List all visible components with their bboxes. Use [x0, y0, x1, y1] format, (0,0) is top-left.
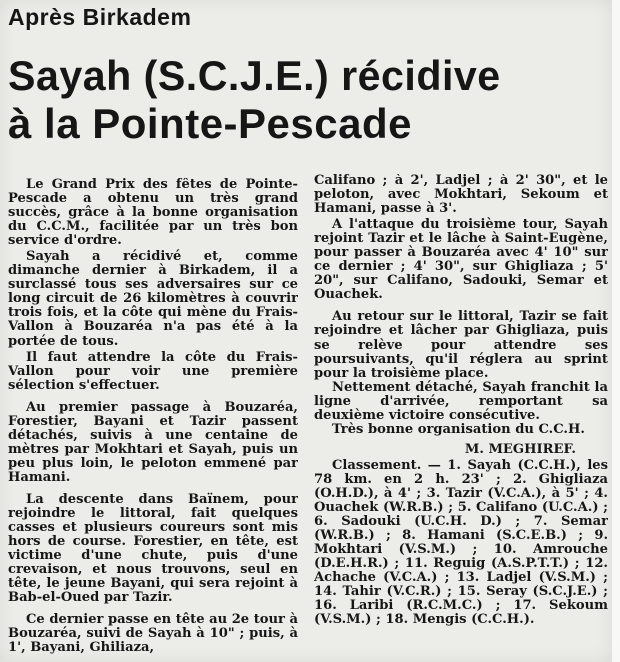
headline-line-1: Sayah (S.C.J.E.) récidive [8, 52, 501, 99]
author-signature: M. MEGHIREF. [464, 441, 576, 457]
page-edge [612, 0, 620, 662]
headline-line-2: à la Pointe-Pescade [8, 100, 413, 147]
paragraph: Ce dernier passe en tête au 2e tour à Bouzaréa, suivi de Sayah à 10" ; puis, à 1', Bayani, Ghiliaza, [8, 612, 298, 656]
results-paragraph [314, 459, 608, 628]
paragraph: Au retour sur le littoral, Tazir se fait rejoindre et lâcher par Ghigliaza, puis se relève pour attendre ses poursuivants, qu'il réglera au sprint pour la troisième place. [314, 309, 608, 381]
paragraph: Le Grand Prix des fêtes de Pointe-Pescade a obtenu un très grand succès, grâce à la bonne organisation du C.C.M., facilitée par un très bon service d'ordre. [8, 178, 298, 249]
paragraph: Au premier passage à Bouzaréa, Forestier, Bayani et Tazir passent détachés, suivis à une centaine de mètres par Mokhtari et Sayah, puis un peu plus loin, le peloton emmené par Hamani. [8, 399, 298, 485]
article-kicker: Après Birkadem [8, 4, 192, 30]
paragraph: Califano ; à 2', Ladjel ; à 2' 30", et le peloton, avec Mokhtari, Sekoum et Hamani, passe à 3'. [314, 174, 608, 217]
results-list: — 1. Sayah (C.C.H.), les 78 km. en 2 h. 23' ; 2. Ghigliaza (O.H.D.), à 4' ; 3. Tazir (V.C.A.), à 5' ; 4. Ouachek (W.R.B.) ; 5. Califano (U.C.A.) ; 6. Sadouki (U.C.H. D.) ; 7. Semar (W.R.B.) ; 8. Hamani (S.C.E.B.) ; 9. Mokhtari (V.S.M.) ; 10. Amrouche (D.E.H.R.) ; 11. Reguig (A.S.P.T.T.) ; 12. Achache (V.C.A.) ; 13. Ladjel (V.S.M.) ; 14. Tahir (V.C.R.) ; 15. Seray (S.C.J.E.) ; 16. Laribi (R.C.M.C.) ; 17. Sekoum (V.S.M.) ; 18. Mengis (C.C.H.). [314, 457, 608, 628]
paragraph: Il faut attendre la côte du Frais-Vallon pour voir une première sélection s'effectuer. [8, 349, 298, 393]
left-column [8, 178, 298, 662]
paragraph: Sayah a récidivé et, comme dimanche dernier à Birkadem, il a surclassé tous ses adversaires sur ce long circuit de 26 kilomètres à couvrir trois fois, et la côte qui mène du Frais-Vallon à Bouzaréa n'a pas été à la portée de tous. [8, 249, 298, 349]
paragraph: A l'attaque du troisième tour, Sayah rejoint Tazir et le lâche à Saint-Eugène, pour passer à Bouzaréa avec 4' 10" sur ce dernier ; 4' 30", sur Ghigliaza ; 5' 20", sur Califano, Sadouki, Semar et Ouachek. [314, 217, 608, 303]
paragraph: Nettement détaché, Sayah franchit la ligne d'arrivée, remportant sa deuxième victoire consécutive. [314, 379, 608, 423]
results-label: Classement. [332, 457, 422, 473]
paragraph: La descente dans Baïnem, pour rejoindre le littoral, fait quelques casses et plusieurs coureurs sont mis hors de course. Forestier, en tête, est victime d'une chute, puis d'une crevaison, et nous trouvons, seul en tête, le jeune Bayani, qui sera rejoint à Bab-el-Oued par Tazir. [8, 491, 298, 606]
right-column [314, 174, 608, 658]
paragraph: Très bonne organisation du C.C.H. [332, 421, 585, 437]
